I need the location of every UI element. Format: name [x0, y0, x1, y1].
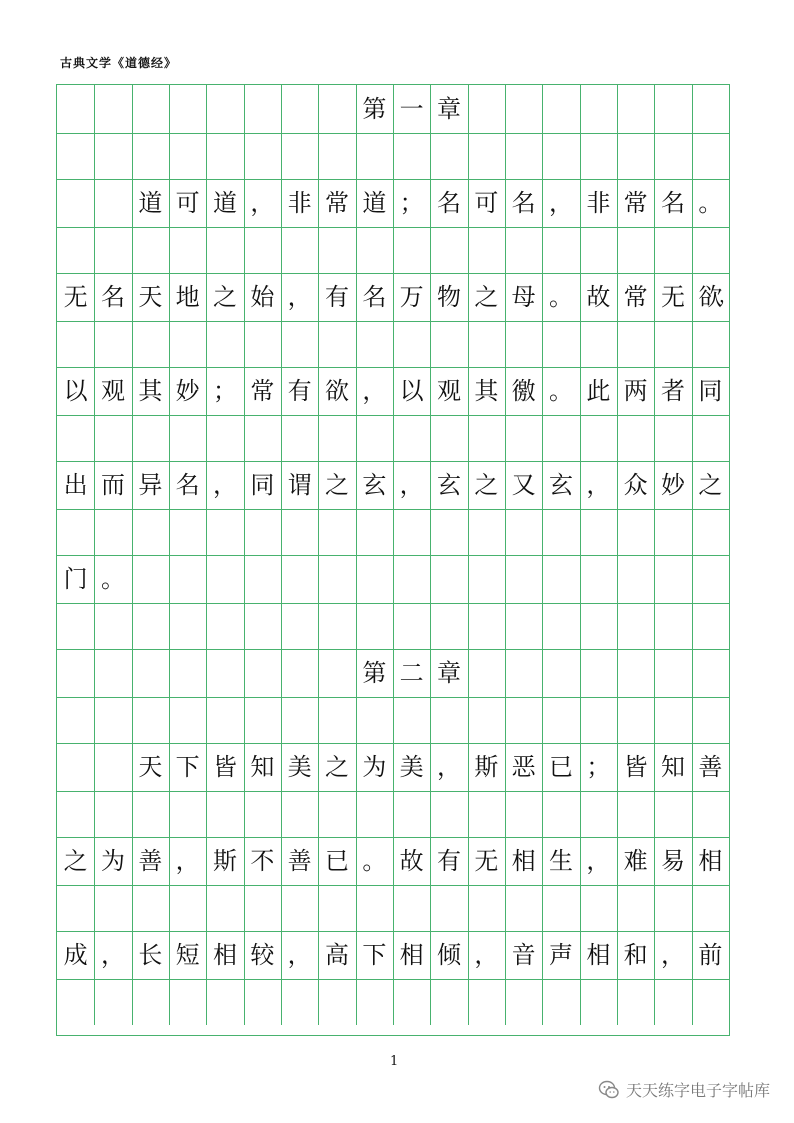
blank-row	[57, 133, 729, 179]
watermark-text: 天天练字电子字帖库	[625, 1081, 770, 1100]
grid-cell: 之	[324, 471, 349, 499]
grid-cell	[505, 85, 542, 133]
grid-cell: ，	[436, 753, 461, 781]
grid-cell: 观	[436, 377, 461, 405]
grid-cell: 相	[212, 941, 237, 969]
text-row	[57, 743, 729, 791]
grid-cell	[206, 85, 243, 133]
grid-cell: 名	[362, 283, 387, 311]
text-row	[57, 273, 737, 321]
grid-cell	[57, 179, 94, 227]
grid-cell: 相	[511, 847, 536, 875]
grid-cell: 相	[698, 847, 723, 875]
grid-cell: 知	[660, 753, 685, 781]
grid-cell: 。	[362, 847, 387, 875]
grid-cell: 音	[511, 941, 536, 969]
grid-cell: 之	[212, 283, 237, 311]
grid-cell: ，	[399, 471, 424, 499]
grid-cell: 同	[250, 471, 275, 499]
text-row	[57, 179, 729, 227]
grid-cell: 倾	[436, 941, 461, 969]
grid-cell: 生	[548, 847, 573, 875]
grid-cell: 欲	[324, 377, 349, 405]
grid-cell: 其	[138, 377, 163, 405]
grid-cell: 善	[698, 753, 723, 781]
grid-cell: 地	[175, 283, 200, 311]
grid-cell: 无	[660, 283, 685, 311]
grid-cell: ，	[287, 283, 312, 311]
grid-cell	[94, 85, 131, 133]
text-row	[57, 649, 729, 697]
grid-cell	[281, 85, 318, 133]
grid-cell	[57, 743, 94, 791]
grid-cell: ，	[287, 941, 312, 969]
grid-cell: 一	[399, 95, 424, 123]
grid-cell: ；	[586, 753, 611, 781]
overflow-punctuation: ，	[719, 286, 737, 307]
blank-row	[57, 885, 729, 931]
grid-cell: 皆	[623, 753, 648, 781]
grid-cell	[468, 649, 505, 697]
blank-row	[57, 791, 729, 837]
grid-cell: 此	[586, 377, 611, 405]
grid-cell: 下	[175, 753, 200, 781]
grid-cell: 名	[511, 189, 536, 217]
grid-cell: ，	[586, 847, 611, 875]
grid-cell: 观	[100, 377, 125, 405]
grid-cell: 已	[324, 847, 349, 875]
grid-cell: 。	[548, 377, 573, 405]
grid-cell: 其	[474, 377, 499, 405]
grid-cell: 之	[474, 283, 499, 311]
grid-cell: 天	[138, 283, 163, 311]
grid-cell: 高	[324, 941, 349, 969]
grid-cell	[580, 555, 617, 603]
grid-cell: 非	[287, 189, 312, 217]
grid-cell: 始	[250, 283, 275, 311]
grid-cell: ；	[212, 377, 237, 405]
grid-cell: 名	[436, 189, 461, 217]
grid-cell: 第	[362, 95, 387, 123]
grid-cell: 恶	[511, 753, 536, 781]
blank-row	[57, 509, 729, 555]
grid-cell: 又	[511, 471, 536, 499]
grid-cell: 之	[474, 471, 499, 499]
grid-cell: 而	[100, 471, 125, 499]
writing-grid	[56, 84, 737, 1036]
grid-cell: 玄	[362, 471, 387, 499]
grid-cell	[356, 555, 393, 603]
grid-cell: 天	[138, 753, 163, 781]
grid-cell: 玄	[548, 471, 573, 499]
grid-cell	[468, 85, 505, 133]
grid-cell	[132, 649, 169, 697]
grid-cell	[244, 85, 281, 133]
grid-cell: 常	[250, 377, 275, 405]
grid-cell	[617, 649, 654, 697]
grid-cell: 道	[212, 189, 237, 217]
page-number: 1	[390, 1054, 399, 1069]
grid-cell: 。	[548, 283, 573, 311]
grid-cell: 名	[660, 189, 685, 217]
grid-cell: 物	[436, 283, 461, 311]
grid-cell: 较	[250, 941, 275, 969]
grid-cell: 美	[399, 753, 424, 781]
grid-cell: 章	[436, 659, 461, 687]
grid-cell: 为	[100, 847, 125, 875]
blank-row	[57, 227, 729, 273]
grid-cell	[132, 555, 169, 603]
grid-cell	[57, 649, 94, 697]
grid-cell: 已	[548, 753, 573, 781]
header-title: 古典文学《道德经》	[60, 56, 178, 70]
grid-cell: 长	[138, 941, 163, 969]
grid-cell	[580, 85, 617, 133]
grid-cell: 善	[138, 847, 163, 875]
grid-cell: ，	[362, 377, 387, 405]
blank-row	[57, 697, 729, 743]
grid-cell	[132, 85, 169, 133]
grid-cell: 之	[324, 753, 349, 781]
grid-cell	[692, 85, 729, 133]
text-row	[57, 931, 729, 979]
grid-cell: 常	[623, 189, 648, 217]
grid-cell: 之	[63, 847, 88, 875]
text-row	[57, 367, 729, 415]
grid-cell: ，	[100, 941, 125, 969]
grid-cell	[318, 649, 355, 697]
grid-cell: 以	[63, 377, 88, 405]
grid-cell: 有	[324, 283, 349, 311]
grid-cell: 相	[399, 941, 424, 969]
blank-row	[57, 979, 729, 1025]
grid-cell: 常	[324, 189, 349, 217]
grid-cell: ，	[548, 189, 573, 217]
grid-cell: 难	[623, 847, 648, 875]
grid-cell	[244, 649, 281, 697]
grid-cell: ；	[399, 189, 424, 217]
blank-row	[57, 603, 729, 649]
grid-cell	[94, 649, 131, 697]
grid-cell: 前	[698, 941, 723, 969]
grid-cell: 声	[548, 941, 573, 969]
grid-cell: 出	[63, 471, 88, 499]
grid-cell: 易	[660, 847, 685, 875]
grid-cell: ，	[586, 471, 611, 499]
grid-cell: ，	[250, 189, 275, 217]
text-row	[57, 85, 729, 133]
grid-cell: 以	[399, 377, 424, 405]
wechat-icon	[598, 1079, 620, 1101]
grid-cell	[169, 85, 206, 133]
grid-cell: 章	[436, 95, 461, 123]
grid-cell: 斯	[212, 847, 237, 875]
grid-cell: 之	[698, 471, 723, 499]
grid-cell: 成	[63, 941, 88, 969]
grid-cell: 非	[586, 189, 611, 217]
grid-cell: 不	[250, 847, 275, 875]
grid-cell: 妙	[660, 471, 685, 499]
grid-cell: 同	[698, 377, 723, 405]
grid-cell	[654, 555, 691, 603]
grid-cell	[580, 649, 617, 697]
grid-cell	[281, 649, 318, 697]
grid-cell: 有	[287, 377, 312, 405]
grid-cell	[505, 555, 542, 603]
grid-cell: 道	[362, 189, 387, 217]
grid-cell	[94, 179, 131, 227]
grid-cell	[94, 743, 131, 791]
grid-cell: 为	[362, 753, 387, 781]
grid-cell	[206, 649, 243, 697]
text-row	[57, 555, 729, 603]
grid-cell: 。	[698, 189, 723, 217]
grid-cell	[206, 555, 243, 603]
grid-cell: 谓	[287, 471, 312, 499]
grid-cell: 道	[138, 189, 163, 217]
grid-cell	[654, 85, 691, 133]
grid-cell: 。	[100, 565, 125, 593]
grid-cell: ，	[212, 471, 237, 499]
grid-cell: 无	[63, 283, 88, 311]
grid-cell: ，	[175, 847, 200, 875]
grid-cell: 万	[399, 283, 424, 311]
grid-cell	[505, 649, 542, 697]
grid-cell: 第	[362, 659, 387, 687]
grid-cell	[617, 555, 654, 603]
grid-cell: 故	[399, 847, 424, 875]
grid-cell	[468, 555, 505, 603]
grid-cell	[318, 555, 355, 603]
grid-cell	[169, 555, 206, 603]
grid-cell	[542, 555, 579, 603]
blank-row	[57, 321, 729, 367]
grid-cell: 善	[287, 847, 312, 875]
grid-cell: 门	[63, 565, 88, 593]
grid-cell	[169, 649, 206, 697]
text-row	[57, 461, 729, 509]
grid-cell: 名	[175, 471, 200, 499]
grid-cell: 故	[586, 283, 611, 311]
grid-cell: 二	[399, 659, 424, 687]
grid-cell	[692, 555, 729, 603]
watermark	[598, 1078, 770, 1101]
grid-cell	[318, 85, 355, 133]
grid-cell	[542, 649, 579, 697]
grid-cell: 相	[586, 941, 611, 969]
text-row	[57, 837, 729, 885]
grid-cell: 母	[511, 283, 536, 311]
grid-cell: 异	[138, 471, 163, 499]
grid-cell	[393, 555, 430, 603]
grid-cell	[692, 649, 729, 697]
grid-cell: 可	[175, 189, 200, 217]
grid-cell: 玄	[436, 471, 461, 499]
grid-cell: 无	[474, 847, 499, 875]
grid-cell: 常	[623, 283, 648, 311]
grid-cell: 皆	[212, 753, 237, 781]
grid-cell: 妙	[175, 377, 200, 405]
grid-cell: 斯	[474, 753, 499, 781]
grid-cell: ，	[474, 941, 499, 969]
grid-cell: 知	[250, 753, 275, 781]
grid-cell: 下	[362, 941, 387, 969]
grid-cell	[244, 555, 281, 603]
grid-cell	[617, 85, 654, 133]
grid-cell: ，	[660, 941, 685, 969]
grid-cell: 和	[623, 941, 648, 969]
grid-cell: 徼	[511, 377, 536, 405]
grid-cell: 者	[660, 377, 685, 405]
blank-row	[57, 415, 729, 461]
grid-cell	[281, 555, 318, 603]
grid-cell: 众	[623, 471, 648, 499]
grid-cell: 两	[623, 377, 648, 405]
grid-cell	[542, 85, 579, 133]
grid-cell	[654, 649, 691, 697]
grid-cell: 欲	[698, 283, 723, 311]
grid-cell	[57, 85, 94, 133]
grid-cell: 有	[436, 847, 461, 875]
grid-cell: 美	[287, 753, 312, 781]
grid-cell: 短	[175, 941, 200, 969]
grid-cell: 可	[474, 189, 499, 217]
grid-cell: 名	[100, 283, 125, 311]
grid-cell	[430, 555, 467, 603]
